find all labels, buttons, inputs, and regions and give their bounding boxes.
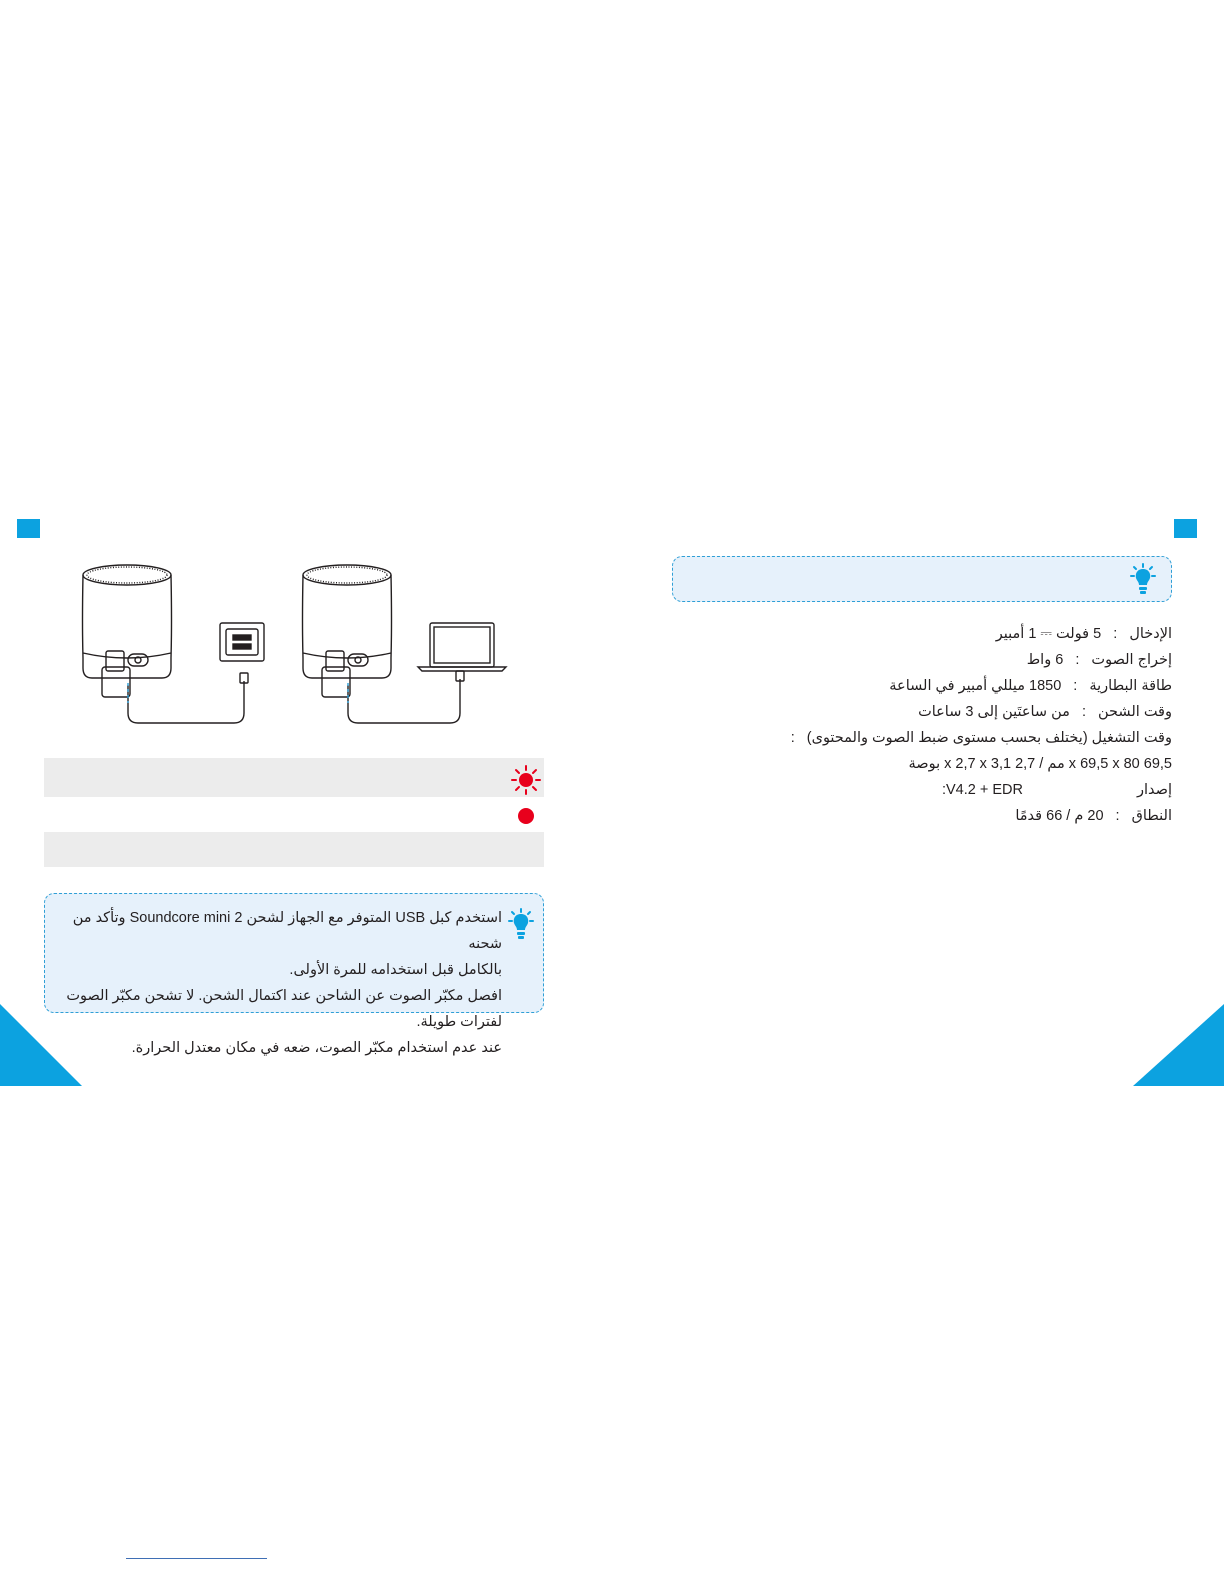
spec-row-version: [612, 777, 1172, 803]
red-led-solid-icon: [518, 808, 534, 824]
spec-value: من ساعتَين إلى 3 ساعات: [918, 704, 1070, 720]
footer-line: [126, 1558, 267, 1559]
wall-charger-icon: [220, 623, 264, 661]
spec-row-output: إخراج الصوت : 6 واط: [1026, 652, 1172, 668]
spec-label: طاقة البطارية: [1089, 678, 1172, 694]
right-section-marker: [1174, 519, 1197, 538]
left-section-marker: [17, 519, 40, 538]
spec-label: وقت الشحن: [1098, 704, 1172, 720]
speaker-icon: [303, 565, 392, 697]
spec-value: 69,5 x 69,5 x 80 مم / 2,7 x 2,7 x 3,1 بوصة: [908, 756, 1172, 772]
spec-value: 6 واط: [1026, 652, 1064, 668]
spec-value: V4.2 + EDR:: [941, 782, 1023, 798]
tip-line: عند عدم استخدام مكبّر الصوت، ضعه في مكان معتدل الحرارة.: [131, 1040, 502, 1056]
lightbulb-icon: [507, 908, 535, 942]
right-corner-triangle: [1133, 1004, 1224, 1086]
tip-line: استخدم كبل USB المتوفر مع الجهاز لشحن Soundcore mini 2 وتأكد من شحنه: [72, 910, 502, 952]
led-status-row-empty: [44, 832, 544, 867]
spec-label: وقت التشغيل (يختلف بحسب مستوى ضبط الصوت والمحتوى): [806, 730, 1172, 746]
tip-line: بالكامل قبل استخدامه للمرة الأولى.: [289, 962, 502, 978]
charging-illustration: [80, 563, 520, 733]
spec-label: إخراج الصوت: [1091, 652, 1172, 668]
tip-line: افصل مكبّر الصوت عن الشاحن عند اكتمال الشحن. لا تشحن مكبّر الصوت لفترات طويلة.: [66, 988, 502, 1030]
led-status-row-flashing: [44, 758, 544, 797]
spec-label: إصدار: [1137, 782, 1172, 798]
spec-label: الإدخال: [1129, 626, 1172, 642]
spec-row-charge-time: وقت الشحن : من ساعتَين إلى 3 ساعات: [918, 704, 1172, 720]
spec-value: 5 فولت ⎓ 1 أمبير: [995, 626, 1102, 642]
spec-list: [612, 621, 1172, 829]
spec-row-playtime: وقت التشغيل (يختلف بحسب مستوى ضبط الصوت والمحتوى) :: [790, 730, 1172, 746]
spec-tip-box: [672, 556, 1172, 602]
spec-row-battery: طاقة البطارية : 1850 ميللي أمبير في الساعة: [889, 678, 1172, 694]
spec-row-range: النطاق : 20 م / 66 قدمًا: [1015, 808, 1172, 824]
spec-row-dimensions: [612, 751, 1172, 777]
spec-value: 20 م / 66 قدمًا: [1015, 808, 1104, 824]
red-led-flashing-icon: [511, 765, 541, 795]
laptop-icon: [418, 623, 506, 671]
spec-row-input: الإدخال : 5 فولت ⎓ 1 أمبير: [995, 626, 1172, 642]
charging-tip-box: [44, 893, 544, 1056]
spec-value: 1850 ميللي أمبير في الساعة: [889, 678, 1062, 694]
lightbulb-icon: [1129, 563, 1157, 597]
spec-label: النطاق: [1131, 808, 1172, 824]
speaker-icon: [83, 565, 172, 697]
